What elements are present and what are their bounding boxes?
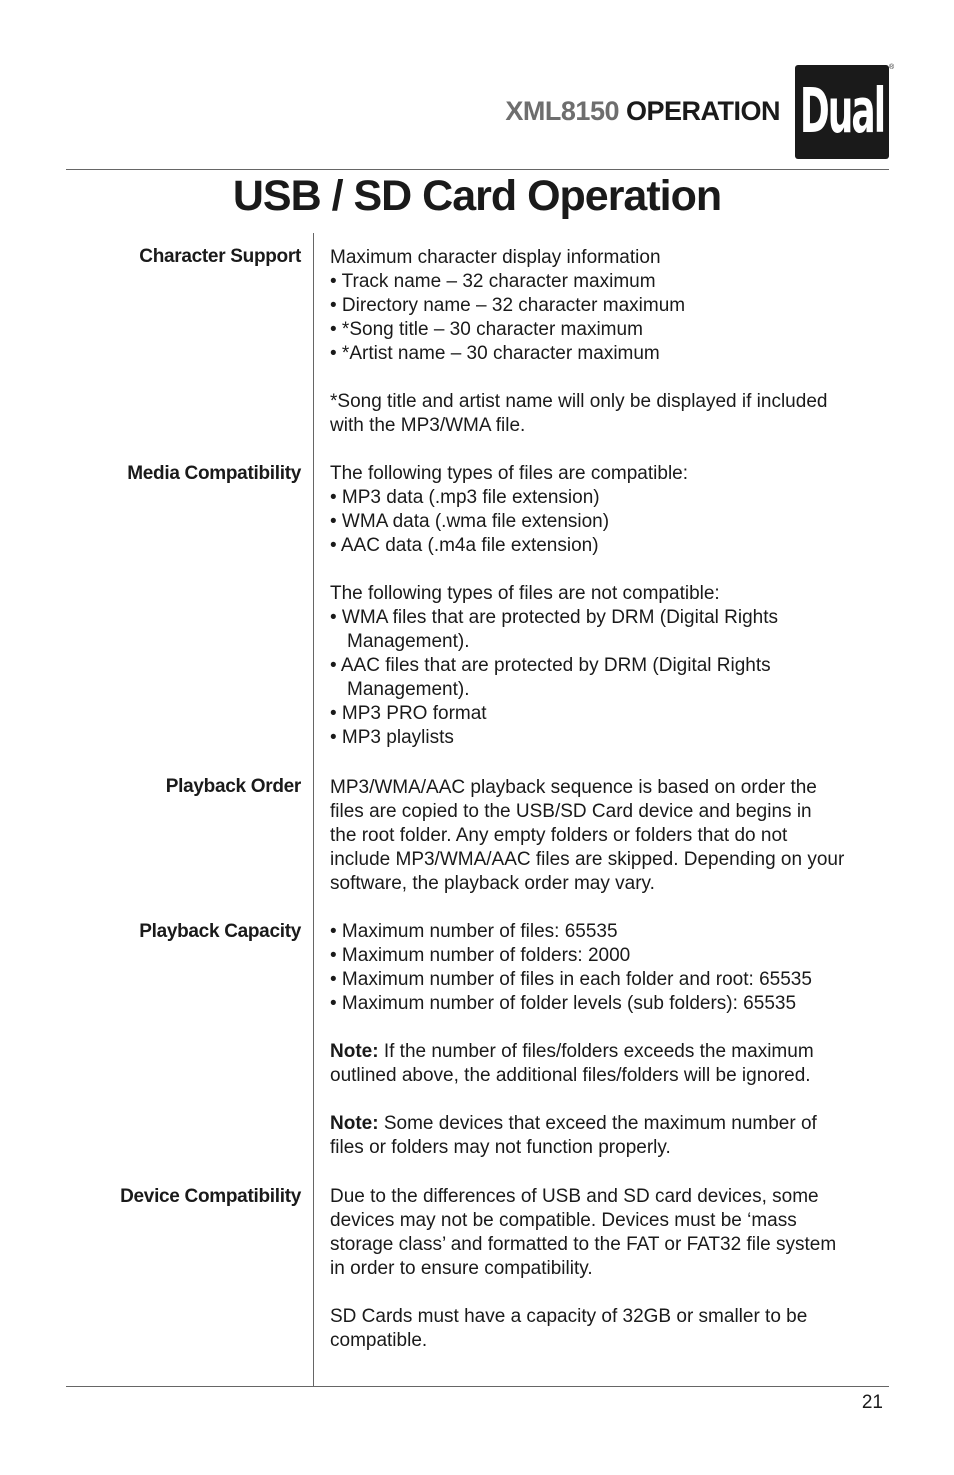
note-label: Note: <box>330 1113 379 1134</box>
section-playback-order <box>330 776 905 896</box>
page-number: 21 <box>861 1392 883 1413</box>
list-item: • WMA data (.wma file extension) <box>330 511 610 532</box>
text-line: storage class’ and formatted to the FAT or FAT32 file system <box>330 1234 837 1255</box>
section-media-compatibility <box>330 462 905 750</box>
spacer <box>330 366 905 390</box>
list-item-continued: Management). <box>347 679 470 700</box>
list-item: • Maximum number of files in each folder and root: 65535 <box>330 969 812 990</box>
list-item: • Directory name – 32 character maximum <box>330 295 686 316</box>
label-character-support: Character Support <box>139 246 301 267</box>
text-line: *Song title and artist name will only be displayed if included <box>330 391 828 412</box>
text-line: the root folder. Any empty folders or folders that do not <box>330 825 788 846</box>
text-line: Due to the differences of USB and SD card devices, some <box>330 1186 819 1207</box>
list-item: • *Song title – 30 character maximum <box>330 319 643 340</box>
dual-logo <box>795 65 889 159</box>
spacer <box>330 1281 905 1305</box>
list-item: • MP3 PRO format <box>330 703 487 724</box>
note-line <box>330 1112 905 1136</box>
logo-text: Dual <box>799 77 885 147</box>
text-line: in order to ensure compatibility. <box>330 1258 593 1279</box>
list-item: • AAC files that are protected by DRM (Digital Rights <box>330 655 771 676</box>
spacer <box>330 1088 905 1112</box>
text-line: compatible. <box>330 1330 428 1351</box>
label-media-compatibility: Media Compatibility <box>127 463 301 484</box>
spacer <box>330 1016 905 1040</box>
text-line: MP3/WMA/AAC playback sequence is based on order the <box>330 777 817 798</box>
note-line <box>330 1040 905 1064</box>
text-line: Maximum character display information <box>330 247 661 268</box>
note-line: outlined above, the additional files/folders will be ignored. <box>330 1065 811 1086</box>
list-item: • AAC data (.m4a file extension) <box>330 535 599 556</box>
text-line: SD Cards must have a capacity of 32GB or smaller to be <box>330 1306 808 1327</box>
label-playback-order: Playback Order <box>165 776 301 797</box>
text-line: The following types of files are compatible: <box>330 463 689 484</box>
text-line: with the MP3/WMA file. <box>330 415 526 436</box>
model-number: XML8150 <box>505 96 619 126</box>
note-label: Note: <box>330 1041 379 1062</box>
list-item: • MP3 data (.mp3 file extension) <box>330 487 600 508</box>
spacer <box>330 558 905 582</box>
note-line: files or folders may not function properly. <box>330 1137 671 1158</box>
section-playback-capacity <box>330 920 905 1160</box>
list-item: • Maximum number of files: 65535 <box>330 921 618 942</box>
bottom-divider <box>66 1386 889 1387</box>
text-line: The following types of files are not compatible: <box>330 583 720 604</box>
label-device-compatibility: Device Compatibility <box>120 1186 301 1207</box>
text-line: files are copied to the USB/SD Card device and begins in <box>330 801 812 822</box>
list-item: • WMA files that are protected by DRM (Digital Rights <box>330 607 779 628</box>
label-playback-capacity: Playback Capacity <box>139 921 301 942</box>
section-device-compatibility <box>330 1185 905 1353</box>
list-item: • Track name – 32 character maximum <box>330 271 656 292</box>
note-text: If the number of files/folders exceeds the maximum <box>378 1041 814 1062</box>
header-section: OPERATION <box>618 96 780 126</box>
list-item: • *Artist name – 30 character maximum <box>330 343 660 364</box>
note-text: Some devices that exceed the maximum number of <box>378 1113 817 1134</box>
top-divider <box>66 169 889 170</box>
list-item: • MP3 playlists <box>330 727 454 748</box>
section-character-support <box>330 246 905 438</box>
list-item: • Maximum number of folders: 2000 <box>330 945 631 966</box>
page-title: USB / SD Card Operation <box>232 172 722 220</box>
column-divider <box>313 233 314 1387</box>
list-item: • Maximum number of folder levels (sub folders): 65535 <box>330 993 797 1014</box>
header-title <box>505 96 780 127</box>
text-line: devices may not be compatible. Devices must be ‘mass <box>330 1210 797 1231</box>
text-line: include MP3/WMA/AAC files are skipped. Depending on your <box>330 849 845 870</box>
registered-mark: ® <box>889 64 895 71</box>
text-line: software, the playback order may vary. <box>330 873 655 894</box>
list-item-continued: Management). <box>347 631 470 652</box>
